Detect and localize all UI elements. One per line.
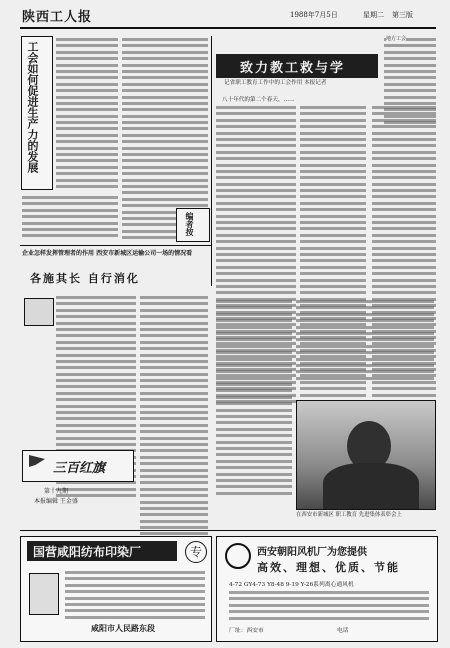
masthead-rule [20,27,436,29]
ad-right-body [229,591,429,623]
feature-opening: 八十年代的第二个春天，…… [222,97,295,103]
portrait-photo [296,400,436,510]
ad-right-phone: 电话 [337,628,349,634]
red-flag-feature-box [22,450,134,482]
byline-small: 本报编辑 王金盛 [34,498,78,505]
ad-right-models: 4-72 GY4-73 Y8-48 9-19 Y-26系列离心通风机 [229,582,354,588]
left-vertical-title: 工会如何促进生产力的发展 [26,41,39,173]
top-right-brief-line: 地方工会 [386,36,407,42]
ad-left-title: 国营咸阳纺布印染厂 [33,545,142,559]
column-divider-1 [211,36,212,286]
mid-left-headline-1: 企业怎样发挥管理者的作用 西安市新城区运输公司一场的情况看 [22,250,193,257]
editor-note-label: 编者按 [185,212,195,236]
left-column-body-2 [22,196,118,241]
feature-headline-band [216,54,378,78]
left-column-body [56,38,118,191]
ad-right-logo [225,543,251,569]
ad-left-stamp: 咸阳市人民路东段 [91,623,155,633]
mid-right-body-1 [216,300,292,498]
issue-date: 1988年7月5日 [290,11,338,19]
mid-right-body-2 [296,300,434,383]
flag-icon [29,455,45,475]
ad-right-box [216,536,438,642]
ad-left-title-band [27,541,177,561]
ad-right-slogan: 高效、理想、优质、节能 [257,561,400,574]
ad-left-icon [29,573,59,615]
ad-left-box [20,536,212,642]
person-body [323,463,419,510]
ad-right-title: 西安朝阳风机厂为您提供 [257,547,367,558]
editor-note-box [176,208,210,242]
feature-subhead: 记省职工教育工作中的工会作用 本报记者 [224,80,327,86]
ad-left-body [65,571,205,622]
section-label: 第十九期 [44,488,69,495]
issue-weekday: 星期二 [363,11,384,19]
page-number: 第三版 [392,11,413,19]
photo-caption: 在西安市新城区 职工教育 先进集体表彰会上 [296,512,402,518]
inline-graphic [24,298,54,326]
mid-left-headline-2: 各施其长 自行消化 [30,272,140,285]
horizontal-rule-mid [20,245,212,246]
feature-headline: 致力教工救与学 [240,61,346,76]
ad-left-badge: 专 [185,541,207,563]
ad-separator [20,530,436,531]
red-flag-title: 三百红旗 [53,461,106,476]
masthead [20,6,435,26]
paper-name: 陕西工人报 [22,10,93,25]
left-title-box [21,36,53,190]
ad-right-contact: 厂址：西安市 [229,628,264,634]
